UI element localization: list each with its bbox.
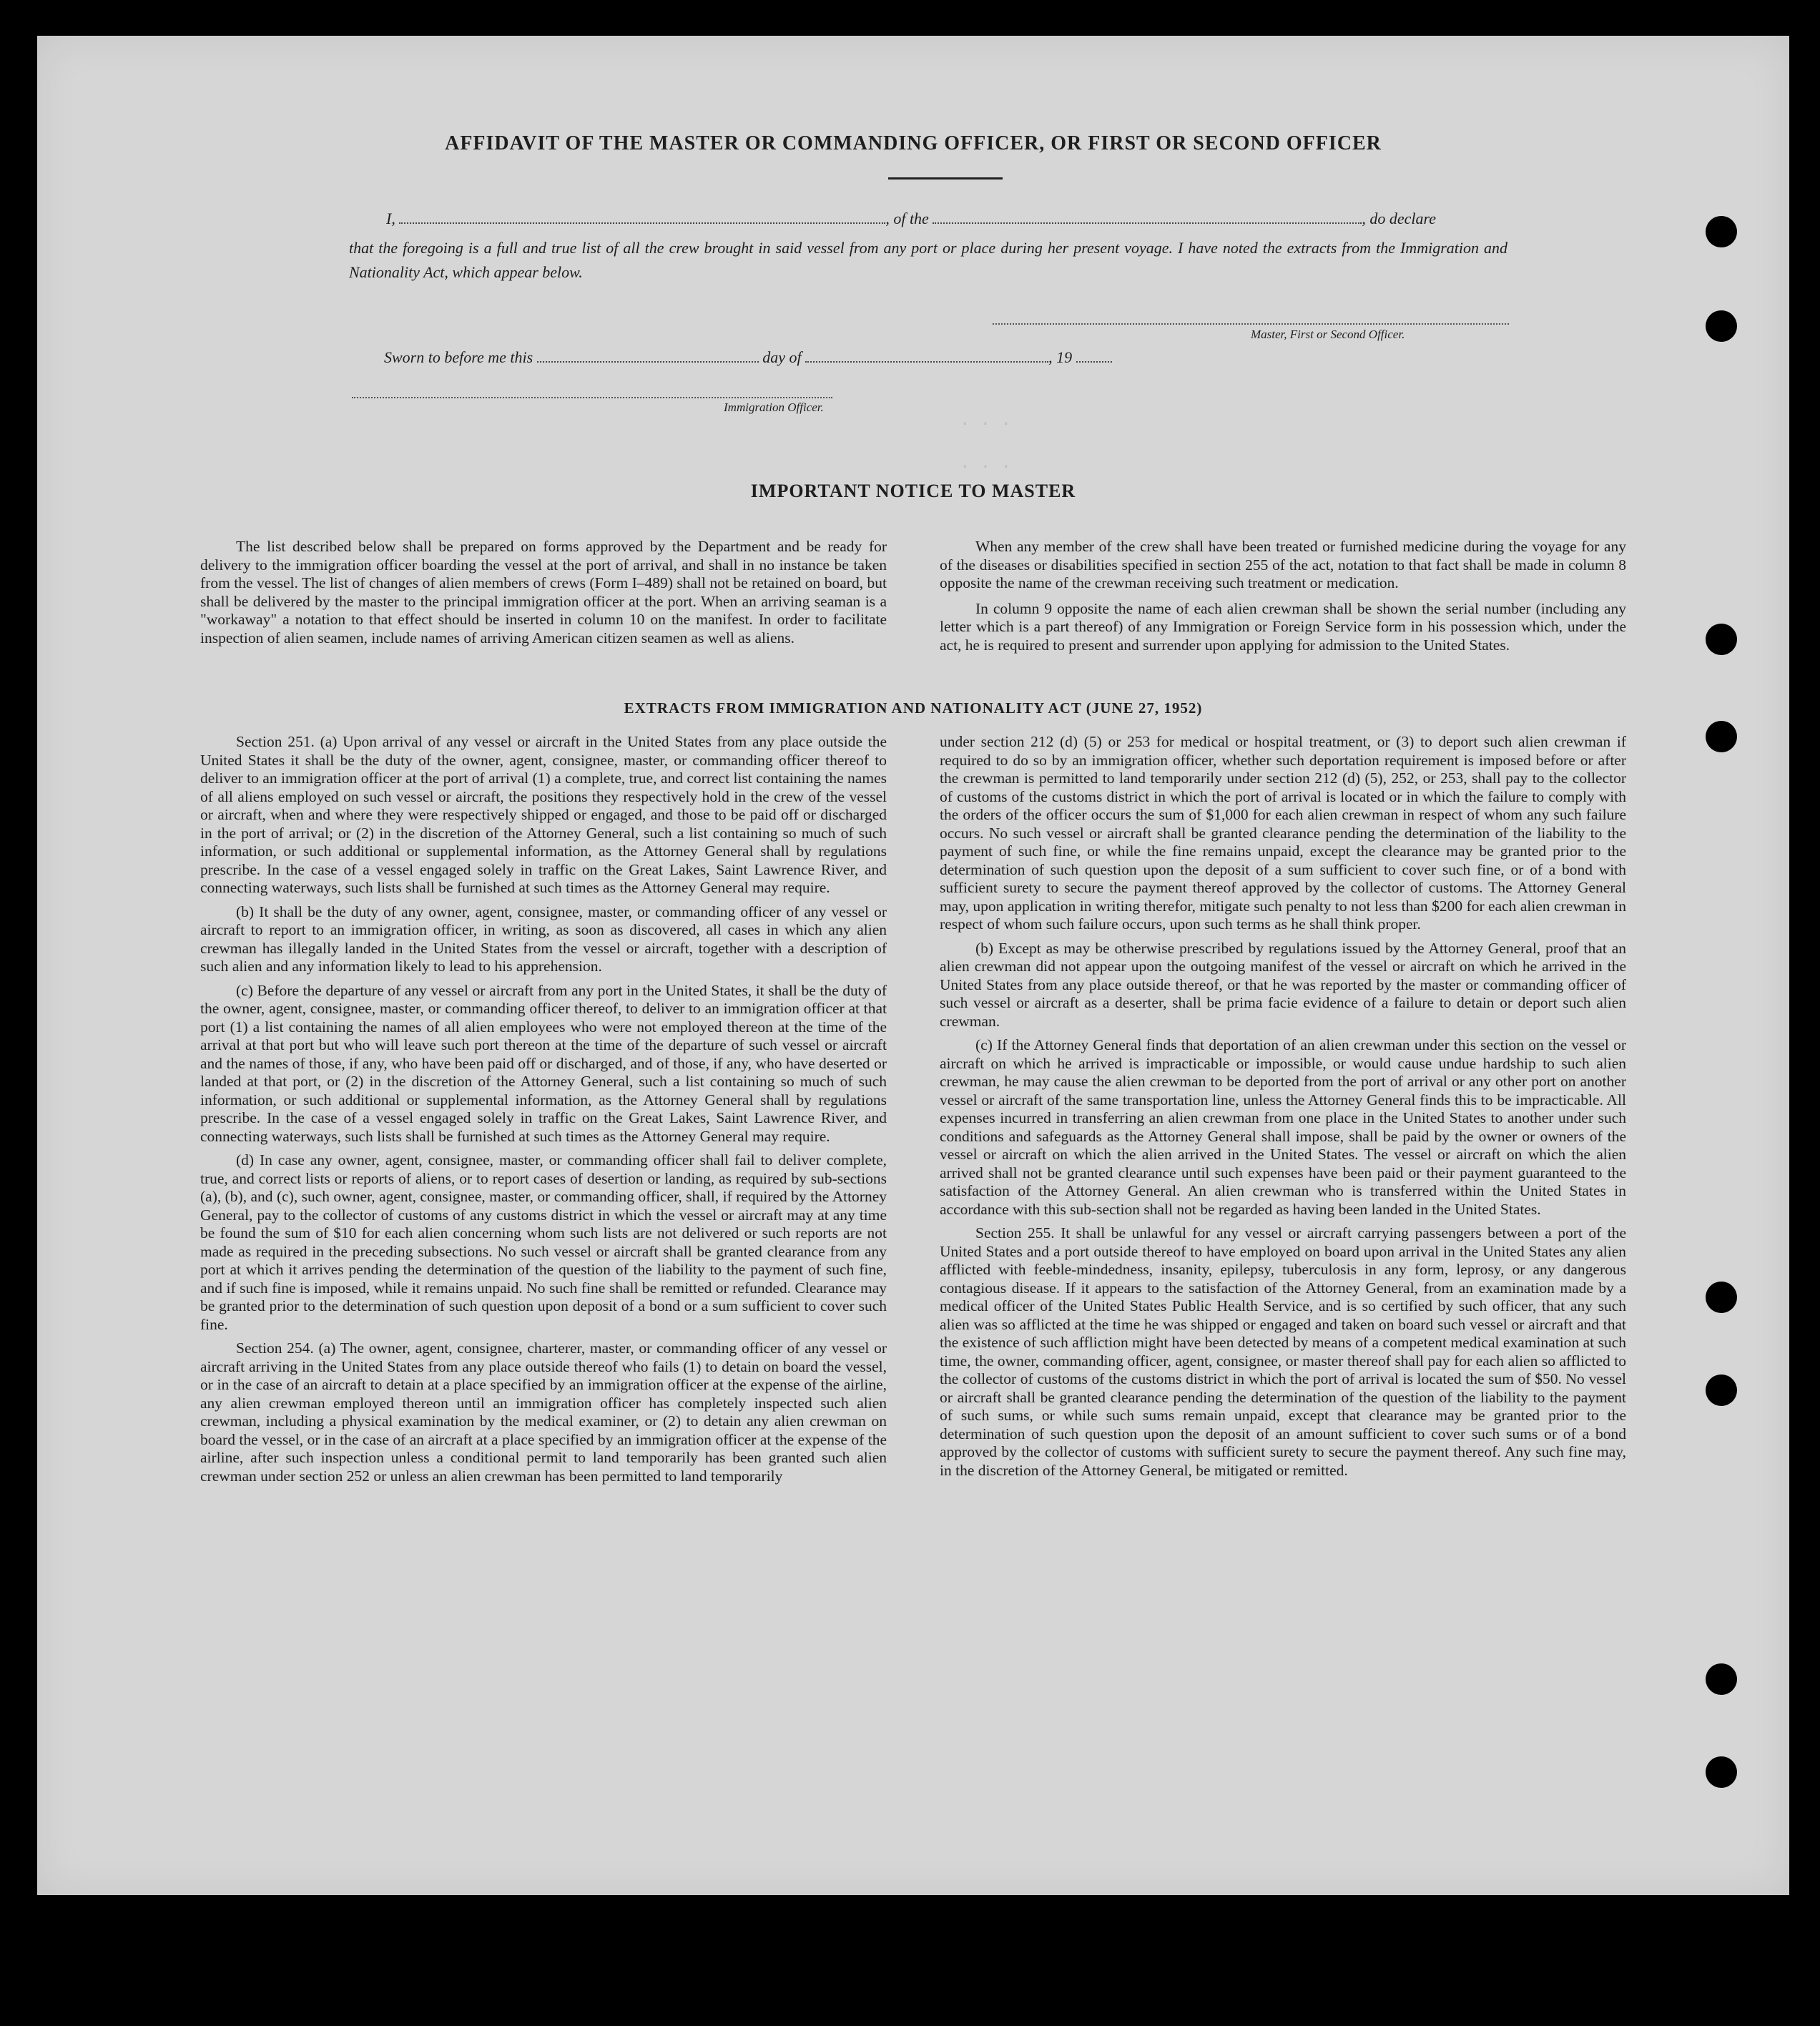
signature-line[interactable] xyxy=(993,323,1509,325)
sworn-year: , 19 xyxy=(1048,348,1073,366)
document-page xyxy=(37,36,1789,1895)
punch-hole xyxy=(1706,1756,1737,1788)
notice-right-paragraph-2: In column 9 opposite the name of each alien crewman shall be shown the serial number (including any letter which is a part thereof) of any Immigration or Foreign Service form in his possession which, under the act, he is required to present and surrender upon applying for admission to the United States. xyxy=(940,599,1626,654)
notice-left-column xyxy=(200,538,887,649)
extracts-title: EXTRACTS FROM IMMIGRATION AND NATIONALITY ACT (JUNE 27, 1952) xyxy=(624,699,1203,717)
section-254a: Section 254. (a) The owner, agent, consignee, charterer, master, or commanding officer of any vessel or aircraft arriving in the United States from any place outside thereof who fails (1) to detain on board the vessel, or in the case of an aircraft to detain at a place specified by an immigration officer at the expense of the airline, any alien crewman employed thereon until an immigration officer has completely inspected such alien crewman, including a physical examination by the medical examiner, or (2) to detain any alien crewman on board the vessel, or in the case of an aircraft at a place specified by an immigration officer at the expense of the airline, after such inspection unless a conditional permit to land temporarily has been granted such alien crewman under section 252 or unless an alien crewman has been permitted to land temporarily xyxy=(200,1339,887,1485)
vessel-field[interactable] xyxy=(933,210,1362,224)
sworn-day-field[interactable] xyxy=(537,348,759,363)
label-declare: , do declare xyxy=(1362,210,1436,227)
affidavit-title: AFFIDAVIT OF THE MASTER OR COMMANDING OFFICER, OR FIRST OR SECOND OFFICER xyxy=(445,132,1382,154)
notice-left-paragraph: The list described below shall be prepared on forms approved by the Department and be ready for delivery to the immigration officer boarding the vessel at the port of arrival, and shall in no instance be taken from the vessel. The list of changes of alien members of crews (Form I–489) shall not be retained on board, but shall be delivered by the master to the principal immigration officer at the port. When an arriving seaman is a "workaway" a notation to that effect should be inserted in column 10 on the manifest. In order to facilitate inspection of alien seamen, include names of arriving American citizen seamen as well as aliens. xyxy=(200,538,887,646)
section-251c: (c) Before the departure of any vessel or aircraft from any port in the United States, it shall be the duty of the owner, agent, consignee, master, or commanding officer thereof, to deliver to an immigration officer at that port (1) a list containing the names of all alien employees who were not employed thereon at the time of the arrival at that port but who will leave such port thereon at the time of the departure of such vessel or aircraft and the names of those, if any, who have been paid off or discharged, and of those, if any, who have deserted or landed at that port, or (2) in the discretion of the Attorney General, such a list containing so much of such information, or such additional or supplemental information, as the Attorney General shall by regulations prescribe. In the case of a vessel engaged solely in traffic on the Great Lakes, Saint Lawrence River, and connecting waterways, such lists shall be furnished at such times as the Attorney General may require. xyxy=(200,981,887,1145)
declaration-body: that the foregoing is a full and true list of all the crew brought in said vessel from any port or place during her present voyage. I have noted the extracts from the Immigration and Nationality Act, which appear below. xyxy=(349,239,1507,281)
section-251a: Section 251. (a) Upon arrival of any vessel or aircraft in the United States from any place outside the United States it shall be the duty of the owner, agent, consignee, master, or commanding officer thereof to deliver to an immigration officer at the port of arrival (1) a complete, true, and correct list containing the names of all aliens employed on such vessel or aircraft, the positions they respectively hold in the crew of the vessel or aircraft, when and where they were respectively shipped or engaged, and those to be paid off or discharged in the port of arrival; or (2) in the discretion of the Attorney General, such a list containing so much of such information, or such additional or supplemental information, as the Attorney General shall by regulations prescribe. In the case of a vessel engaged solely in traffic on the Great Lakes, Saint Lawrence River, and connecting waterways, such lists shall be furnished at such times as the Attorney General may require. xyxy=(200,733,887,896)
officer-signature-line[interactable] xyxy=(352,397,832,398)
extracts-left-column xyxy=(200,733,887,1487)
notice-title: IMPORTANT NOTICE TO MASTER xyxy=(750,481,1076,501)
punch-hole xyxy=(1706,1663,1737,1695)
label-i: I, xyxy=(386,210,395,227)
section-254b: (b) Except as may be otherwise prescribed by regulations issued by the Attorney General, proof that an alien crewman did not appear upon the outgoing manifest of the vessel or aircraft on which he arrived in the United States from any place outside thereof, or that he was reported by the master or commanding officer of such vessel or aircraft as a deserter, shall be prima facie evidence of a failure to detain or deport such alien crewman. xyxy=(940,939,1626,1030)
punch-hole xyxy=(1706,216,1737,247)
punch-hole xyxy=(1706,1375,1737,1406)
sworn-year-field[interactable] xyxy=(1076,348,1112,363)
bleed-through-mark: . . . xyxy=(960,454,1012,473)
section-254a-continued: under section 212 (d) (5) or 253 for medical or hospital treatment, or (3) to deport such alien crewman if required to do so by an immigration officer, whether such deportation requirement is imposed before or after the crewman is permitted to land temporarily under section 212 (d) (5), 252, or 253, shall pay to the collector of customs of the customs district in which the port of arrival is located or in which the failure to comply with the orders of the officer occurs the sum of $1,000 for each alien crewman in respect of whom any such failure occurs. No such vessel or aircraft shall be granted clearance pending the determination of the liability to the payment of such fine, or while the fine remains unpaid, except the clearance may be granted prior to the determination of such question upon the deposit of a sum sufficient to cover such fine, or of a bond with sufficient surety to secure the payment thereof approved by the collector of customs. The Attorney General may, upon application in writing therefor, mitigate such penalty to not less than $200 for each alien crewman in respect of whom such failure occurs, upon such terms as he shall think proper. xyxy=(940,733,1626,933)
sworn-prefix: Sworn to before me this xyxy=(384,348,533,366)
section-254c: (c) If the Attorney General finds that deportation of an alien crewman under this section on the vessel or aircraft on which he arrived is impracticable or impossible, or would cause undue hardship to such alien crewman, he may cause the alien crewman to be deported from the port of arrival or any other port on another vessel or aircraft of the same transportation line, unless the Attorney General finds this to be impracticable. All expenses incurred in transferring an alien crewman from one place in the United States to another under such conditions and safeguards as the Attorney General shall impose, shall be paid by the owner or owners of the vessel or aircraft on which the alien arrived in the United States. The vessel or aircraft on which the alien arrived shall not be granted clearance until such expenses have been paid or their payment guaranteed to the satisfaction of the Attorney General. An alien crewman who is transferred within the United States in accordance with this sub-section shall not be regarded as having been landed in the United States. xyxy=(940,1036,1626,1218)
section-251d: (d) In case any owner, agent, consignee, master, or commanding officer shall fail to deliver complete, true, and correct lists or reports of aliens, or to report cases of desertion or landing, as required by sub-sections (a), (b), and (c), such owner, agent, consignee, master, or commanding officer, shall, if required by the Attorney General, pay to the collector of customs of any customs district in which the vessel or aircraft may at any time be found the sum of $10 for each alien concerning whom such lists are not delivered or such reports are not made as required in the preceding subsections. No such vessel or aircraft shall be granted clearance from any port at which it arrives pending the determination of the question of the liability to the payment of such fine, and if such fine is imposed, while it remains unpaid. No such fine shall be remitted or refunded. Clearance may be granted prior to the determination of such question upon deposit of a bond or a sum sufficient to cover such fine. xyxy=(200,1151,887,1333)
name-field[interactable] xyxy=(399,210,885,224)
label-of-the: , of the xyxy=(885,210,929,227)
section-255: Section 255. It shall be unlawful for any vessel or aircraft carrying passengers between a port of the United States and a port outside thereof to have employed on board upon arrival in the United States any alien afflicted with feeble-mindedness, insanity, epilepsy, tuberculosis in any form, leprosy, or any dangerous contagious disease. If it appears to the satisfaction of the Attorney General, from an examination made by a medical officer of the United States Public Health Service, and is so certified by such officer, that any such alien was so afflicted at the time he was shipped or engaged and taken on board such vessel or aircraft and that the existence of such affliction might have been detected by means of a competent medical examination at such time, the owner, commanding officer, agent, consignee, or master thereof shall pay for each alien so afflicted to the collector of customs of the customs district in which the port of arrival is located the sum of $50. No vessel or aircraft shall be granted clearance pending the determination of the question of the liability to the payment of such sums, or while such sums remain unpaid, except that clearance may be granted prior to the determination of such question upon the deposit of an amount sufficient to cover such sums or of a bond approved by the collector of customs with sufficient surety to secure the payment thereof. Any such fine may, in the discretion of the Attorney General, be mitigated or remitted. xyxy=(940,1224,1626,1479)
punch-hole xyxy=(1706,310,1737,342)
punch-hole xyxy=(1706,1282,1737,1313)
bleed-through-mark: . . . xyxy=(960,411,1012,431)
declaration-line xyxy=(386,210,1436,228)
notice-right-paragraph-1: When any member of the crew shall have been treated or furnished medicine during the voyage for any of the diseases or disabilities specified in section 255 of the act, notation to that fact shall be made in column 8 opposite the name of the crewman receiving such treatment or medication. xyxy=(940,538,1626,591)
officer-caption: Immigration Officer. xyxy=(724,400,824,414)
sworn-line xyxy=(384,348,1112,367)
extracts-right-column xyxy=(940,733,1626,1482)
punch-hole xyxy=(1706,721,1737,752)
section-251b: (b) It shall be the duty of any owner, agent, consignee, master, or commanding officer of any vessel or aircraft to report to an immigration officer, in writing, as soon as discovered, all cases in which any alien crewman has illegally landed in the United States from the vessel or aircraft, together with a description of such alien and any information likely to lead to his apprehension. xyxy=(200,903,887,975)
punch-hole xyxy=(1706,624,1737,655)
sworn-month-field[interactable] xyxy=(805,348,1048,363)
notice-right-column xyxy=(940,538,1626,657)
title-rule xyxy=(888,177,1003,180)
signature-caption: Master, First or Second Officer. xyxy=(1251,328,1405,341)
sworn-day-of: day of xyxy=(762,348,802,366)
